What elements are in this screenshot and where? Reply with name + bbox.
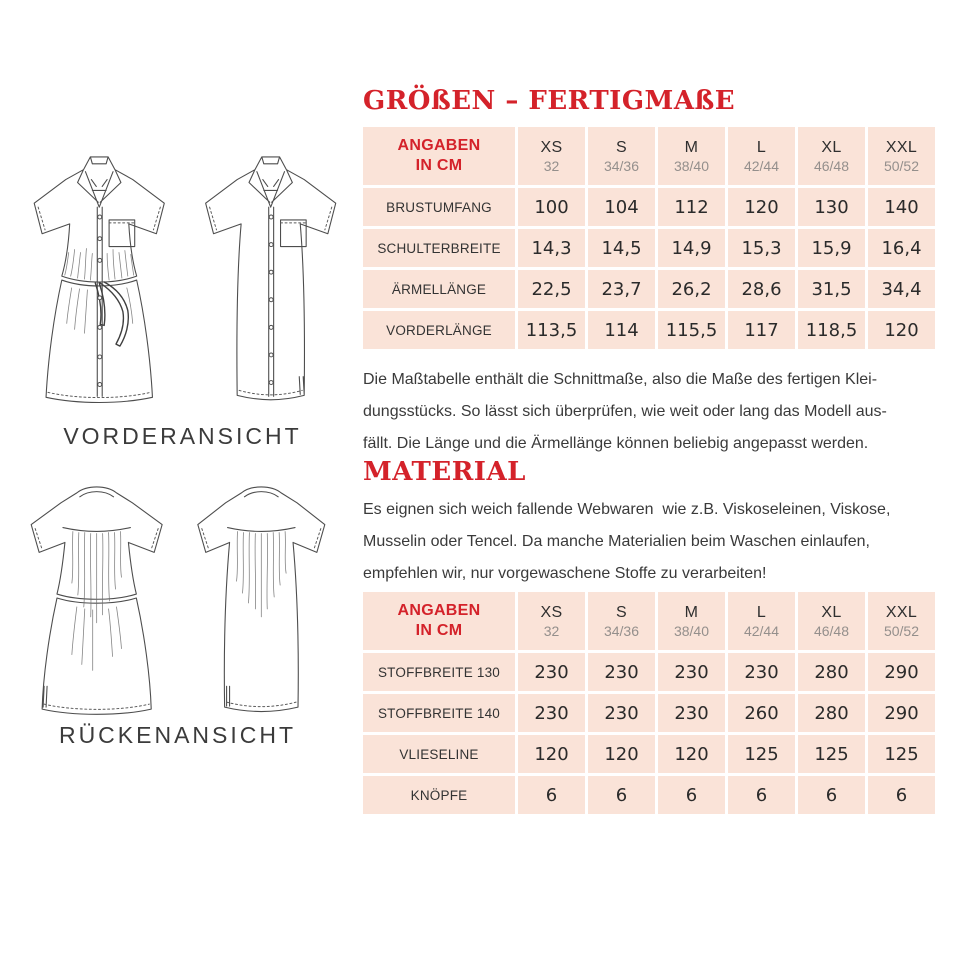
- table-header-row: [363, 127, 935, 185]
- paragraph-line: Es eignen sich weich fallende Webwaren wie z.B. Viskoseleinen, Viskose,: [363, 501, 891, 518]
- table-cell: 118,5: [798, 311, 865, 349]
- row-label: STOFFBREITE 130: [363, 653, 515, 691]
- table-cell: 16,4: [868, 229, 935, 267]
- size-label: XL: [821, 138, 842, 156]
- table-cell: 125: [728, 735, 795, 773]
- size-sublabel: 42/44: [743, 622, 780, 639]
- table-cell: 100: [518, 188, 585, 226]
- table-cell: 260: [728, 694, 795, 732]
- table-cell: 125: [798, 735, 865, 773]
- table-cell: 230: [658, 694, 725, 732]
- size-label: M: [684, 138, 699, 156]
- table-corner-line: ANGABEN: [397, 602, 481, 619]
- table-row: [363, 270, 935, 308]
- front-view-dress-sketch: [10, 150, 355, 418]
- table-cell: 15,3: [728, 229, 795, 267]
- table-cell: 31,5: [798, 270, 865, 308]
- table-row: [363, 311, 935, 349]
- table-corner-line: IN CM: [415, 622, 463, 639]
- table-cell: 22,5: [518, 270, 585, 308]
- table-cell: 112: [658, 188, 725, 226]
- front-view-caption: VORDERANSICHT: [63, 423, 302, 449]
- table-cell: 230: [518, 653, 585, 691]
- size-sublabel: 46/48: [813, 157, 850, 174]
- size-sublabel: 50/52: [883, 622, 920, 639]
- size-sublabel: 42/44: [743, 157, 780, 174]
- size-label: XS: [540, 603, 563, 621]
- back-dress-belted: [31, 487, 162, 714]
- size-column-header-xl: [798, 592, 865, 650]
- table-cell: 104: [588, 188, 655, 226]
- table-cell: 230: [518, 694, 585, 732]
- back-dress-straight: [198, 487, 325, 712]
- row-label: SCHULTERBREITE: [363, 229, 515, 267]
- table-row: [363, 653, 935, 691]
- size-label: L: [756, 603, 767, 621]
- size-sublabel: 50/52: [883, 157, 920, 174]
- size-column-header-s: [588, 127, 655, 185]
- size-label: S: [616, 603, 627, 621]
- row-label: STOFFBREITE 140: [363, 694, 515, 732]
- paragraph-line: fällt. Die Länge und die Ärmellänge können beliebig angepasst werden.: [363, 435, 869, 452]
- table-cell: 6: [868, 776, 935, 814]
- table-cell: 6: [658, 776, 725, 814]
- material-table-wrap: [360, 589, 938, 817]
- size-column-header-xs: [518, 127, 585, 185]
- table-cell: 115,5: [658, 311, 725, 349]
- back-view-illustration: [10, 478, 345, 721]
- table-cell: 14,3: [518, 229, 585, 267]
- table-row: [363, 776, 935, 814]
- table-row: [363, 188, 935, 226]
- table-cell: 6: [518, 776, 585, 814]
- table-cell: 34,4: [868, 270, 935, 308]
- table-cell: 14,9: [658, 229, 725, 267]
- size-column-header-xxl: [868, 592, 935, 650]
- size-column-header-l: [728, 127, 795, 185]
- table-cell: 6: [728, 776, 795, 814]
- table-cell: 130: [798, 188, 865, 226]
- table-cell: 140: [868, 188, 935, 226]
- size-sublabel: 34/36: [603, 157, 640, 174]
- row-label: KNÖPFE: [363, 776, 515, 814]
- size-column-header-xs: [518, 592, 585, 650]
- sizes-table-wrap: [360, 124, 938, 352]
- back-view-dress-sketch: [10, 478, 345, 721]
- table-cell: 125: [868, 735, 935, 773]
- table-cell: 117: [728, 311, 795, 349]
- table-cell: 113,5: [518, 311, 585, 349]
- paragraph-line: empfehlen wir, nur vorgewaschene Stoffe zu verarbeiten!: [363, 565, 767, 582]
- size-label: XL: [821, 603, 842, 621]
- table-cell: 290: [868, 694, 935, 732]
- material-table: [360, 589, 938, 817]
- table-cell: 14,5: [588, 229, 655, 267]
- table-cell: 15,9: [798, 229, 865, 267]
- table-cell: 290: [868, 653, 935, 691]
- row-label: VORDERLÄNGE: [363, 311, 515, 349]
- size-sublabel: 32: [543, 622, 560, 639]
- size-column-header-s: [588, 592, 655, 650]
- size-label: XXL: [885, 603, 918, 621]
- size-sublabel: 38/40: [673, 157, 710, 174]
- size-sublabel: 34/36: [603, 622, 640, 639]
- front-dress-belted: [34, 157, 164, 403]
- table-cell: 120: [868, 311, 935, 349]
- size-column-header-xl: [798, 127, 865, 185]
- table-cell: 230: [588, 694, 655, 732]
- sizes-measurement-table: [360, 124, 938, 352]
- paragraph-line: Musselin oder Tencel. Da manche Materialien beim Waschen einlaufen,: [363, 533, 870, 550]
- table-corner-line: IN CM: [415, 157, 463, 174]
- sizes-description: [363, 364, 957, 460]
- table-cell: 6: [798, 776, 865, 814]
- table-row: [363, 229, 935, 267]
- table-cell: 120: [658, 735, 725, 773]
- material-section-title: MATERIAL: [363, 457, 526, 487]
- size-sublabel: 46/48: [813, 622, 850, 639]
- table-header-row: [363, 592, 935, 650]
- table-cell: 28,6: [728, 270, 795, 308]
- table-row: [363, 735, 935, 773]
- row-label: BRUSTUMFANG: [363, 188, 515, 226]
- table-cell: 280: [798, 653, 865, 691]
- row-label: ÄRMELLÄNGE: [363, 270, 515, 308]
- size-sublabel: 32: [543, 157, 560, 174]
- table-cell: 120: [518, 735, 585, 773]
- front-view-illustration: [10, 150, 355, 418]
- table-cell: 120: [588, 735, 655, 773]
- table-cell: 26,2: [658, 270, 725, 308]
- table-corner-line: ANGABEN: [397, 137, 481, 154]
- table-corner-label: [363, 127, 515, 185]
- material-description: [363, 494, 957, 590]
- table-corner-label: [363, 592, 515, 650]
- table-cell: 114: [588, 311, 655, 349]
- paragraph-line: Die Maßtabelle enthält die Schnittmaße, also die Maße des fertigen Klei-: [363, 371, 878, 388]
- back-view-caption: RÜCKENANSICHT: [58, 722, 297, 748]
- size-column-header-m: [658, 127, 725, 185]
- sizes-section-title: GRÖßEN – FERTIGMAßE: [363, 86, 736, 116]
- size-label: L: [756, 138, 767, 156]
- front-straight-buttons: [269, 215, 273, 384]
- size-label: S: [616, 138, 627, 156]
- table-cell: 280: [798, 694, 865, 732]
- row-label: VLIESELINE: [363, 735, 515, 773]
- table-cell: 230: [658, 653, 725, 691]
- table-cell: 230: [588, 653, 655, 691]
- size-sublabel: 38/40: [673, 622, 710, 639]
- front-dress-straight: [206, 157, 336, 400]
- size-column-header-l: [728, 592, 795, 650]
- size-label: XXL: [885, 138, 918, 156]
- table-cell: 120: [728, 188, 795, 226]
- table-row: [363, 694, 935, 732]
- size-column-header-xxl: [868, 127, 935, 185]
- table-cell: 230: [728, 653, 795, 691]
- size-label: M: [684, 603, 699, 621]
- table-cell: 23,7: [588, 270, 655, 308]
- size-column-header-m: [658, 592, 725, 650]
- paragraph-line: dungsstücks. So lässt sich überprüfen, wie weit oder lang das Modell aus-: [363, 403, 887, 420]
- table-cell: 6: [588, 776, 655, 814]
- size-label: XS: [540, 138, 563, 156]
